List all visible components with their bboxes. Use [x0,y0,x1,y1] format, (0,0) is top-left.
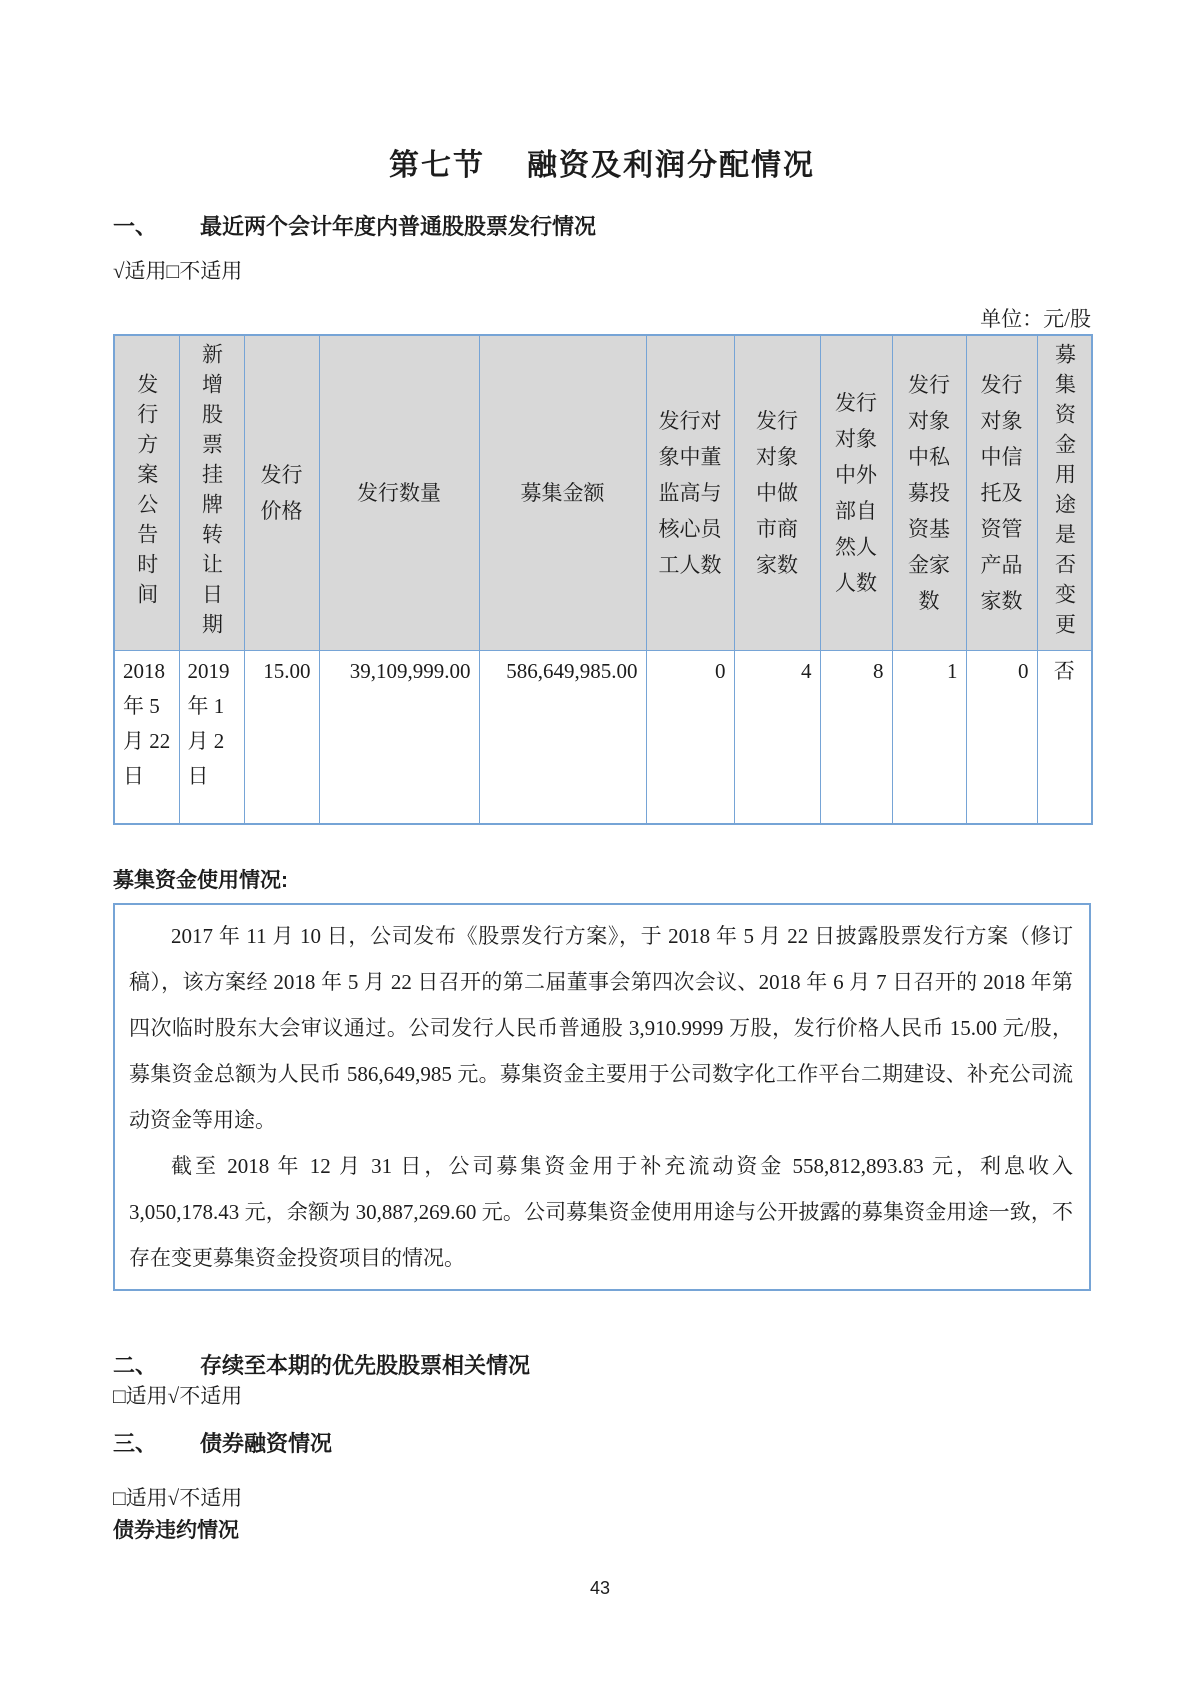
cell-issue-quantity: 39,109,999.00 [319,650,479,824]
section-1-title: 最近两个会计年度内普通股股票发行情况 [200,214,597,239]
col-header-announce-date [114,335,179,650]
col-header-announce-date-text: 发行方案公告时间 [134,372,159,613]
section-3-number: 三、 [113,1431,158,1456]
section-1-heading [113,212,1091,242]
section-1-applicability: √适用□不适用 [113,259,243,283]
cell-trust-products-count: 0 [966,650,1037,824]
col-header-external-individuals-count: 发行对象中外部自然人人数 [820,335,892,650]
col-header-listing-date-text: 新增股票挂牌转让日期 [199,342,224,643]
page-title-text: 融资及利润分配情况 [527,149,815,182]
fund-usage-paragraph-2: 截至 2018 年 12 月 31 日，公司募集资金用于补充流动资金 558,812,893.83 元，利息收入 3,050,178.43 元，余额为 30,887,269.60 元。公司募集资金使用用途与公开披露的募集资金用途一致，不存在变更募集资金投资项目的情况。 [129,1154,1073,1270]
fund-usage-box [113,903,1091,1291]
col-header-executives-count: 发行对象中董监高与核心员工人数 [646,335,734,650]
col-header-issue-price: 发行价格 [244,335,319,650]
cell-issue-price: 15.00 [244,650,319,824]
section-2-heading [113,1351,1091,1381]
col-header-purpose-changed [1037,335,1092,650]
section-2-title: 存续至本期的优先股股票相关情况 [200,1353,531,1378]
col-header-issue-quantity: 发行数量 [319,335,479,650]
page-title-section-no: 第七节 [389,149,485,182]
cell-purpose-changed: 否 [1037,650,1092,824]
col-header-trust-products-count: 发行对象中信托及资管产品家数 [966,335,1037,650]
table-header-row [114,335,1092,650]
cell-market-makers-count: 4 [734,650,820,824]
fund-usage-paragraph-1: 2017 年 11 月 10 日，公司发布《股票发行方案》，于 2018 年 5 月 22 日披露股票发行方案（修订稿），该方案经 2018 年 5 月 22 日召开的第二届董事会第四次会议、2018 年 6 月 7 日召开的 2018 年第四次临时股东大会审议通过。公司发行人民币普通股 3,910.9999 万股，发行价格人民币 15.00 元/股，募集资金总额为人民币 586,649,985 元。募集资金主要用于公司数字化工作平台二期建设、补充公司流动资金等用途。 [129,924,1073,1132]
col-header-raised-amount: 募集金额 [479,335,646,650]
section-2-number: 二、 [113,1353,158,1378]
page-number: 43 [589,1578,611,1598]
bond-default-subheading: 债券违约情况 [113,1519,239,1542]
section-3-applicability: □适用√不适用 [113,1486,243,1510]
table-row [114,650,1092,824]
stock-issuance-table [113,334,1093,825]
col-header-pe-funds-count: 发行对象中私募投资基金家数 [892,335,966,650]
cell-executives-count: 0 [646,650,734,824]
fund-usage-heading: 募集资金使用情况: [113,869,288,892]
section-1-number: 一、 [113,214,158,239]
cell-external-individuals-count: 8 [820,650,892,824]
col-header-listing-date [179,335,244,650]
unit-label: 单位：元/股 [980,307,1091,331]
cell-pe-funds-count: 1 [892,650,966,824]
cell-announce-date: 2018 年 5 月 22 日 [114,650,179,824]
cell-raised-amount: 586,649,985.00 [479,650,646,824]
col-header-market-makers-count: 发行对象中做市商家数 [734,335,820,650]
page-title [113,148,1091,184]
section-3-title: 债券融资情况 [200,1431,333,1456]
section-2-applicability: □适用√不适用 [113,1384,243,1408]
section-3-heading [113,1429,1091,1459]
cell-listing-date: 2019 年 1 月 2 日 [179,650,244,824]
col-header-purpose-changed-text: 募集资金用途是否变更 [1052,342,1077,643]
